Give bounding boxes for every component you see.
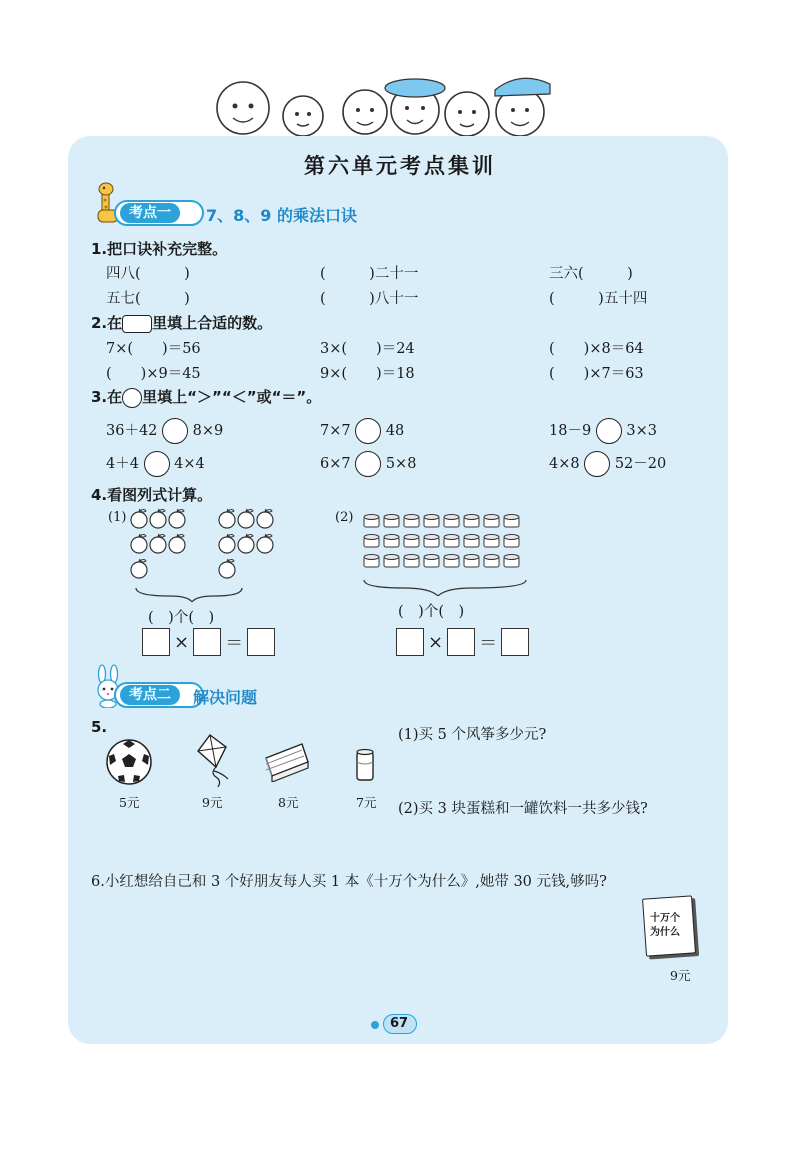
compare-circle-icon[interactable] <box>355 451 381 477</box>
apple-icon <box>169 509 185 528</box>
cup-icon <box>444 535 459 548</box>
answer-square[interactable] <box>447 628 475 656</box>
equals-sign: ＝ <box>479 633 498 654</box>
compare-circle-icon[interactable] <box>355 418 381 444</box>
cup-grid-illustration <box>360 510 530 596</box>
q3-label <box>91 386 321 408</box>
cup-icon <box>424 515 439 528</box>
cup-icon <box>484 515 499 528</box>
q2-item: ( )×8＝64 <box>549 341 644 357</box>
kids-header-illustration <box>205 70 585 144</box>
cup-icon <box>484 535 499 548</box>
q2-item: ( )×9＝45 <box>106 366 201 382</box>
q1-item: ( )八十一 <box>320 291 419 307</box>
compare-item <box>549 451 666 477</box>
cup-icon <box>464 515 479 528</box>
apple-icon <box>131 534 147 553</box>
compare-right: 8×9 <box>192 423 224 439</box>
cup-icon <box>424 555 439 568</box>
apple-icon <box>219 509 235 528</box>
section1-badge-label: 考点一 <box>120 203 180 223</box>
compare-circle-icon[interactable] <box>584 451 610 477</box>
q4-part1-number: (1) <box>108 510 127 525</box>
q2-label <box>91 312 272 333</box>
compare-right: 3×3 <box>626 423 658 439</box>
page-number: 67 <box>390 1016 409 1031</box>
compare-left: 7×7 <box>320 423 351 439</box>
cup-icon <box>384 555 399 568</box>
q3-label-pre: 3.在 <box>91 388 123 406</box>
q1-item: 五七( ) <box>106 291 190 307</box>
cup-icon <box>364 515 379 528</box>
q4-part2-caption: ( )个( ) <box>398 604 465 620</box>
q4-label: 4.看图列式计算。 <box>91 486 213 504</box>
kite-icon <box>190 733 236 787</box>
section2-badge <box>114 682 204 708</box>
q5-label: 5. <box>91 718 108 736</box>
q4-part2-equation <box>396 628 529 656</box>
compare-left: 36＋42 <box>106 423 158 439</box>
cup-icon <box>364 535 379 548</box>
q2-label-post: 里填上合适的数。 <box>152 314 273 332</box>
soccer-ball-icon <box>105 738 153 786</box>
q4-part1-equation <box>142 628 275 656</box>
cup-icon <box>364 555 379 568</box>
compare-left: 18－9 <box>549 423 592 439</box>
cup-icon <box>444 555 459 568</box>
q3-label-post: 里填上“＞”“＜”或“＝”。 <box>142 388 322 406</box>
compare-right: 4×4 <box>174 456 205 472</box>
item-price: 7元 <box>356 795 377 810</box>
answer-square[interactable] <box>501 628 529 656</box>
q5-sub1: (1)买 5 个风筝多少元? <box>398 727 547 743</box>
q2-label-pre: 2.在 <box>91 314 123 332</box>
apple-icon <box>257 534 273 553</box>
answer-square[interactable] <box>193 628 221 656</box>
q2-item: 9×( )＝18 <box>320 366 415 382</box>
compare-right: 52－20 <box>614 456 667 472</box>
compare-left: 4＋4 <box>106 456 139 472</box>
equals-sign: ＝ <box>225 633 244 654</box>
cup-icon <box>464 555 479 568</box>
page-number-ornament <box>369 1014 429 1036</box>
answer-square[interactable] <box>247 628 275 656</box>
answer-square[interactable] <box>142 628 170 656</box>
book-title-line1: 十万个 <box>650 913 680 924</box>
cup-icon <box>484 555 499 568</box>
compare-right: 5×8 <box>385 456 417 472</box>
cup-icon <box>404 535 419 548</box>
item-price: 9元 <box>202 795 223 810</box>
cup-icon <box>384 515 399 528</box>
cup-icon <box>504 515 519 528</box>
compare-left: 4×8 <box>549 456 580 472</box>
book-price: 9元 <box>670 968 691 983</box>
apple-icon <box>150 534 166 553</box>
circle-icon <box>122 388 142 408</box>
item-price: 8元 <box>278 795 299 810</box>
q5-sub2: (2)买 3 块蛋糕和一罐饮料一共多少钱? <box>398 801 648 817</box>
apple-groups-illustration <box>130 506 290 602</box>
compare-circle-icon[interactable] <box>596 418 622 444</box>
compare-item <box>320 451 416 477</box>
section2-badge-label: 考点二 <box>120 685 180 705</box>
q2-item: 3×( )＝24 <box>320 341 415 357</box>
apple-icon <box>238 509 254 528</box>
compare-right: 48 <box>385 423 405 439</box>
drink-can-icon <box>352 748 378 784</box>
apple-icon <box>219 534 235 553</box>
q6-text-content: 6.小红想给自己和 3 个好朋友每人买 1 本《十万个为什么》,她带 30 元钱,够吗? <box>91 874 607 890</box>
apple-icon <box>150 509 166 528</box>
times-sign: × <box>428 631 444 653</box>
q1-item: ( )二十一 <box>320 266 419 282</box>
apple-icon <box>238 534 254 553</box>
cup-icon <box>464 535 479 548</box>
q4-part1-caption: ( )个( ) <box>148 610 215 626</box>
compare-circle-icon[interactable] <box>162 418 188 444</box>
book-illustration <box>644 897 696 957</box>
q2-item: 7×( )＝56 <box>106 341 201 357</box>
compare-circle-icon[interactable] <box>144 451 170 477</box>
cup-icon <box>404 555 419 568</box>
cup-icon <box>424 535 439 548</box>
cup-icon <box>444 515 459 528</box>
section1-badge <box>114 200 204 226</box>
cup-icon <box>504 535 519 548</box>
q2-item: ( )×7＝63 <box>549 366 644 382</box>
cake-icon <box>262 740 312 782</box>
q1-item: 四八( ) <box>106 266 190 282</box>
item-price: 5元 <box>119 795 140 810</box>
page-title: 第六单元考点集训 <box>304 154 496 178</box>
book-title-line2: 为什么 <box>650 927 680 938</box>
q1-item: 三六( ) <box>549 266 633 282</box>
section2-topic: 解决问题 <box>193 688 258 707</box>
compare-item <box>106 451 205 477</box>
cup-icon <box>504 555 519 568</box>
q1-label: 1.把口诀补充完整。 <box>91 240 228 258</box>
cup-icon <box>384 535 399 548</box>
compare-item <box>320 418 404 444</box>
section1-topic: 7、8、9 的乘法口诀 <box>206 206 357 225</box>
q4-part2-number: (2) <box>335 510 354 525</box>
apple-icon <box>131 509 147 528</box>
compare-item <box>106 418 223 444</box>
times-sign: × <box>174 631 190 653</box>
apple-icon <box>131 559 147 578</box>
compare-left: 6×7 <box>320 456 351 472</box>
compare-item <box>549 418 657 444</box>
answer-box-icon <box>122 315 152 333</box>
answer-square[interactable] <box>396 628 424 656</box>
cup-icon <box>404 515 419 528</box>
apple-icon <box>169 534 185 553</box>
dots-icon <box>371 1021 379 1029</box>
apple-icon <box>257 509 273 528</box>
q6-text <box>91 870 607 891</box>
apple-icon <box>219 559 235 578</box>
q1-item: ( )五十四 <box>549 291 648 307</box>
